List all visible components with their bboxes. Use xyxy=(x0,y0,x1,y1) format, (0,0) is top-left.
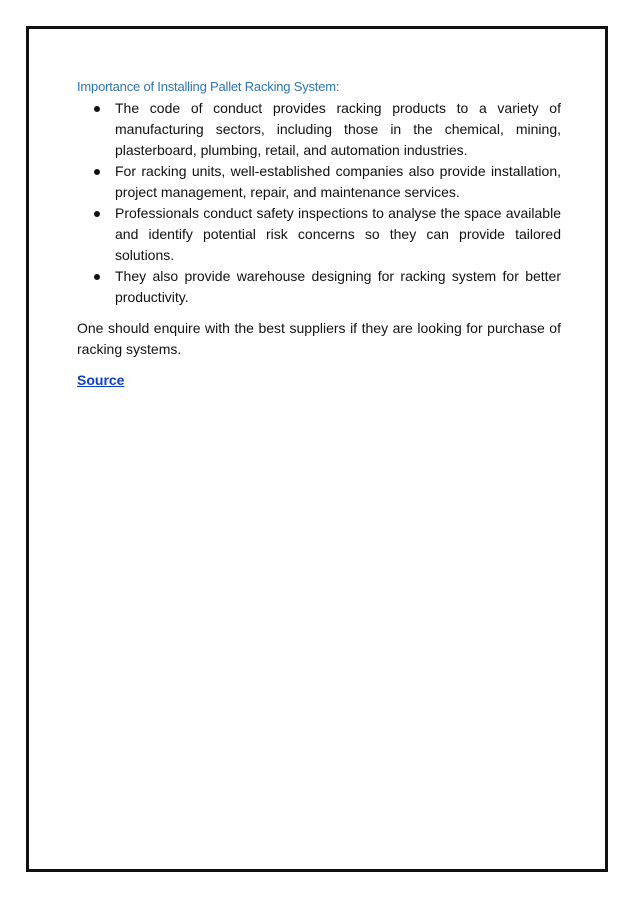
list-item-text: Professionals conduct safety inspections to analyse the space available and identify potential risk concerns so they can provide tailored solutions. xyxy=(115,205,561,263)
list-item-text: The code of conduct provides racking products to a variety of manufacturing sectors, including those in the chemical, mining, plasterboard, plumbing, retail, and automation industries. xyxy=(115,100,561,158)
bullet-icon xyxy=(94,274,100,280)
list-item xyxy=(77,266,561,308)
list-item-text: For racking units, well-established companies also provide installation, project management, repair, and maintenance services. xyxy=(115,163,561,200)
source-link[interactable]: Source xyxy=(77,372,125,388)
bullet-icon xyxy=(94,169,100,175)
section-heading: Importance of Installing Pallet Racking System: xyxy=(77,79,340,94)
list-item-text: They also provide warehouse designing for racking system for better productivity. xyxy=(115,268,561,305)
closing-paragraph: One should enquire with the best suppliers if they are looking for purchase of racking systems. xyxy=(77,320,561,357)
list-item xyxy=(77,203,561,266)
document-body xyxy=(77,77,561,391)
bullet-icon xyxy=(94,211,100,217)
list-item xyxy=(77,98,561,161)
bullet-list xyxy=(77,98,561,308)
list-item xyxy=(77,161,561,203)
bullet-icon xyxy=(94,106,100,112)
